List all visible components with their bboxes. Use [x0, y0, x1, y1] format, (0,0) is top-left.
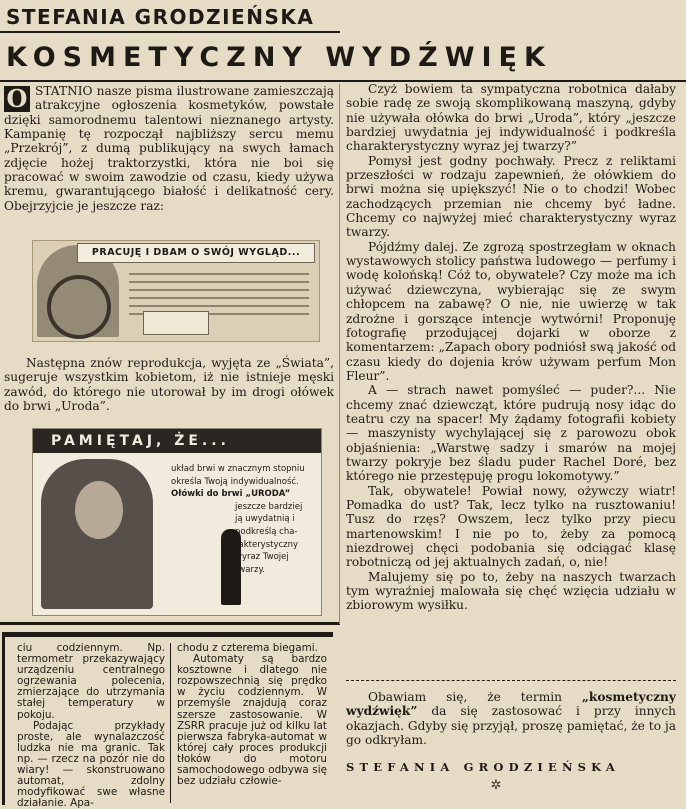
left-column-para2	[4, 356, 334, 422]
advertisement-tractor-image	[32, 240, 320, 342]
ad2-copy	[171, 463, 317, 576]
ad1-heading: PRACUJĘ I DBAM O SWÓJ WYGLĄD...	[77, 243, 315, 263]
right-paragraph-1: Czyż bowiem ta sympatyczna robotnica dałaby sobie radę ze swoją skomplikowaną maszyną, gdyby nie używała ołówka do brwi „Uroda”, który „jeszcze bardziej uwydatnia jej indywidualność i podkreśla charakterystyczny wyraz jej twarzy?”	[346, 82, 676, 154]
intro-paragraph	[4, 84, 334, 213]
adjacent-paragraph: Podając przykłady proste, ale wynalazczość ludzka nie ma granic. Tak np. — rzecz na pozór nie do wiary! — skonstruowano automat, zdolny modyfikować swe własne działanie. Apa-	[17, 719, 165, 809]
ad2-line: podkreślą cha-	[235, 526, 298, 537]
ad2-line: twarzy.	[235, 564, 265, 575]
article-title: KOSMETYCZNY WYDŹWIĘK	[6, 42, 552, 73]
closing-paragraph	[346, 690, 676, 747]
adjacent-column-1	[17, 642, 165, 809]
right-paragraph-6: Malujemy się po to, żeby na naszych twarzach tym wyraźniej malowała się chęć wzięcia udziału w zbiorowym wysiłku.	[346, 569, 676, 613]
ad2-heading: PAMIĘTAJ, ŻE...	[33, 429, 321, 453]
right-paragraph-4: A — strach nawet pomyśleć — puder?... Nie chcemy znać dziewcząt, które pudrują nosy idąc do teatru czy na spacer! My żądamy fotografii kobiety — maszynisty wychylającej się z parowozu obok objaśnienia: „Warstwę sadzy i smarów na mojej twarzy pokryje bez śladu puder Rachel Doré, bez którego nie przestępuję progu lokomotywy.”	[346, 383, 676, 484]
column-separator	[170, 643, 171, 803]
ad2-line: jeszcze bardziej	[235, 501, 303, 512]
drop-cap: O	[4, 86, 30, 112]
ad2-line: układ brwi w znacznym stopniu	[171, 464, 305, 474]
woman-face-shape	[75, 481, 123, 539]
ad2-line: rakterystyczny	[235, 539, 299, 550]
ad2-line: Ołówki do brwi „URODA”	[171, 489, 291, 500]
right-paragraph-5: Tak, obywatele! Powiał nowy, ożywczy wiatr! Pomadka do ust? Tak, lecz tylko na rusztowaniu! Tusz do rzęs? Owszem, lecz tylko przy piecu martenowskim! I nie po to, żeby za pomocą niezdrowej chęci podobania się odciągać klasę robotniczą od jej aktualnych zadań, o, nie!	[346, 483, 676, 570]
second-paragraph: Następna znów reprodukcja, wyjęta ze „Świata”, sugeruje wszystkim kobietom, iż nie istnieje męski zawód, do którego nie utorował by im drogi ołówek do brwi „Uroda”.	[4, 356, 334, 414]
adjacent-paragraph: ciu codziennym. Np. termometr przekazywający urządzeniu centralnego ogrzewania polecenia, zmierzające do utrzymania stałej temperatury w pokoju.	[17, 642, 165, 721]
closing-dashed-rule	[346, 680, 676, 681]
right-paragraph-2: Pomysł jest godny pochwały. Precz z reliktami przeszłości w rodzaju zapewnień, że ołówkiem do brwi można się upiększyć! Nie o to chodzi! Wobec zachodzących przemian nie chcemy być ładne. Chcemy co najwyżej mieć charakterystyczny wyraz twarzy.	[346, 153, 676, 240]
ad2-line: ją uwydatnią i	[235, 514, 295, 525]
main-column-separator	[339, 84, 340, 624]
asterism-ornament: ✲	[490, 778, 502, 793]
intro-text: STATNIO nasze pisma ilustrowane zamieszczają atrakcyjne ogłoszenia kosmetyków, powstałe dzięki samorodnemu talentowi nieznanego artysty. Kampanię tę rozpoczął najbliższy sercu memu „Przekrój”, z dumą publikujący na swych łamach zdjęcie hożej traktorzystki, która nie boi się pracować w swoim zawodzie od czasu, kiedy używa kremu, gwarantującego białość i delikatność cery. Obejrzyjcie je jeszcze raz:	[4, 84, 334, 213]
adjacent-article-box	[2, 632, 333, 809]
adjacent-paragraph: Automaty są bardzo kosztowne i dlatego nie rozpowszechnią się prędko w życiu codziennym. W przemyśle znajdują coraz szersze zastosowanie. W ZSRR pracuje już od kilku lat pierwsza fabryka-automat w której cały proces produkcji tłoków do motoru samochodowego odbywa się bez udziału człowie-	[177, 653, 327, 788]
header-rule	[0, 31, 340, 33]
left-column-intro	[4, 84, 334, 238]
closing-text-end: da się zastosować i przy innych okazjach. Gdyby się przyjął, proszę pamiętać, że to ja go odkryłam.	[346, 704, 676, 748]
adjacent-column-2	[177, 643, 327, 801]
advertisement-eyebrow-pencil	[32, 428, 322, 616]
cream-jar-image	[143, 311, 209, 335]
woman-portrait-photo	[41, 459, 153, 609]
left-section-rule	[0, 622, 340, 625]
author-byline: STEFANIA GRODZIEŃSKA	[6, 5, 315, 29]
closing-paragraph-block	[346, 690, 676, 750]
closing-term: „kosmetyczny wydźwięk”	[346, 690, 676, 719]
ad2-line: wyraz Twojej	[235, 552, 289, 563]
closing-text-start: Obawiam się, że termin	[368, 690, 582, 704]
ad2-line: określa Twoją indywidualność.	[171, 476, 299, 487]
steering-wheel-shape	[47, 275, 111, 339]
adjacent-paragraph: chodu z czterema biegami.	[177, 642, 318, 654]
right-paragraph-3: Pójdźmy dalej. Ze zgrozą spostrzegłam w oknach wystawowych stolicy państwa ludowego — perfumy i wodę kolońską! Cóż to, obywatele? Czy może ma ich używać dziewczyna, wybierając się ze swym chłopcem na zabawę? O nie, nie uwierzę w tak zdrożne i gorszące intencje wytwórni! Proponuję fotografię przodującej dojarki w oborze z komentarzem: „Zapach obory podniósł swą jakość od czasu kiedy do dojenia krów używam perfum Mon Fleur”.	[346, 239, 676, 383]
author-signature: STEFANIA GRODZIEŃSKA	[346, 760, 621, 774]
right-column	[346, 82, 676, 672]
